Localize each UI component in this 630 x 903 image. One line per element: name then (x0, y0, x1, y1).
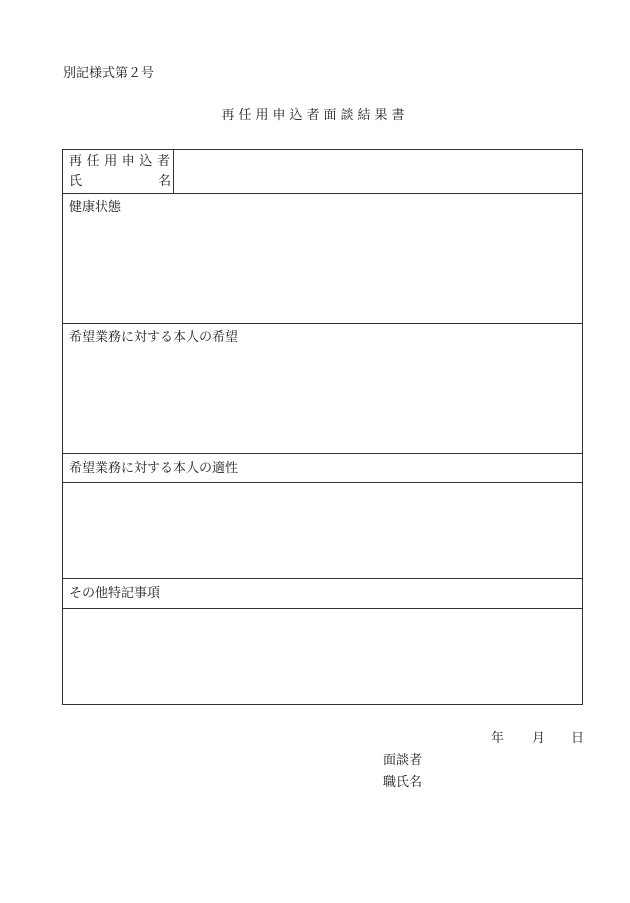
month-label: 月 (532, 731, 546, 746)
desired-duties-section[interactable] (63, 324, 582, 454)
name-label-shi: 氏 (69, 174, 83, 189)
day-label: 日 (571, 731, 585, 746)
name-label-mei: 名 (157, 174, 171, 189)
applicant-name-row (63, 150, 582, 194)
health-section[interactable] (63, 194, 582, 324)
document-title: 再任用申込者面談結果書 (221, 108, 409, 123)
desired-duties-label: 希望業務に対する本人の希望 (69, 330, 239, 345)
aptitude-label: 希望業務に対する本人の適性 (69, 461, 239, 476)
applicant-name-label-line1: 再任用申込者 (69, 154, 175, 169)
year-label: 年 (491, 731, 505, 746)
health-label: 健康状態 (69, 200, 122, 215)
applicant-name-field[interactable] (174, 150, 582, 194)
aptitude-field[interactable] (63, 483, 582, 579)
other-notes-field[interactable] (63, 609, 582, 704)
interview-result-table (62, 149, 583, 705)
other-notes-header-row (63, 579, 582, 609)
title-name-label: 職氏名 (383, 775, 423, 790)
interviewer-label: 面談者 (383, 753, 423, 768)
aptitude-header-row (63, 454, 582, 483)
form-number: 別記様式第２号 (63, 66, 155, 81)
other-notes-label: その他特記事項 (69, 586, 161, 601)
